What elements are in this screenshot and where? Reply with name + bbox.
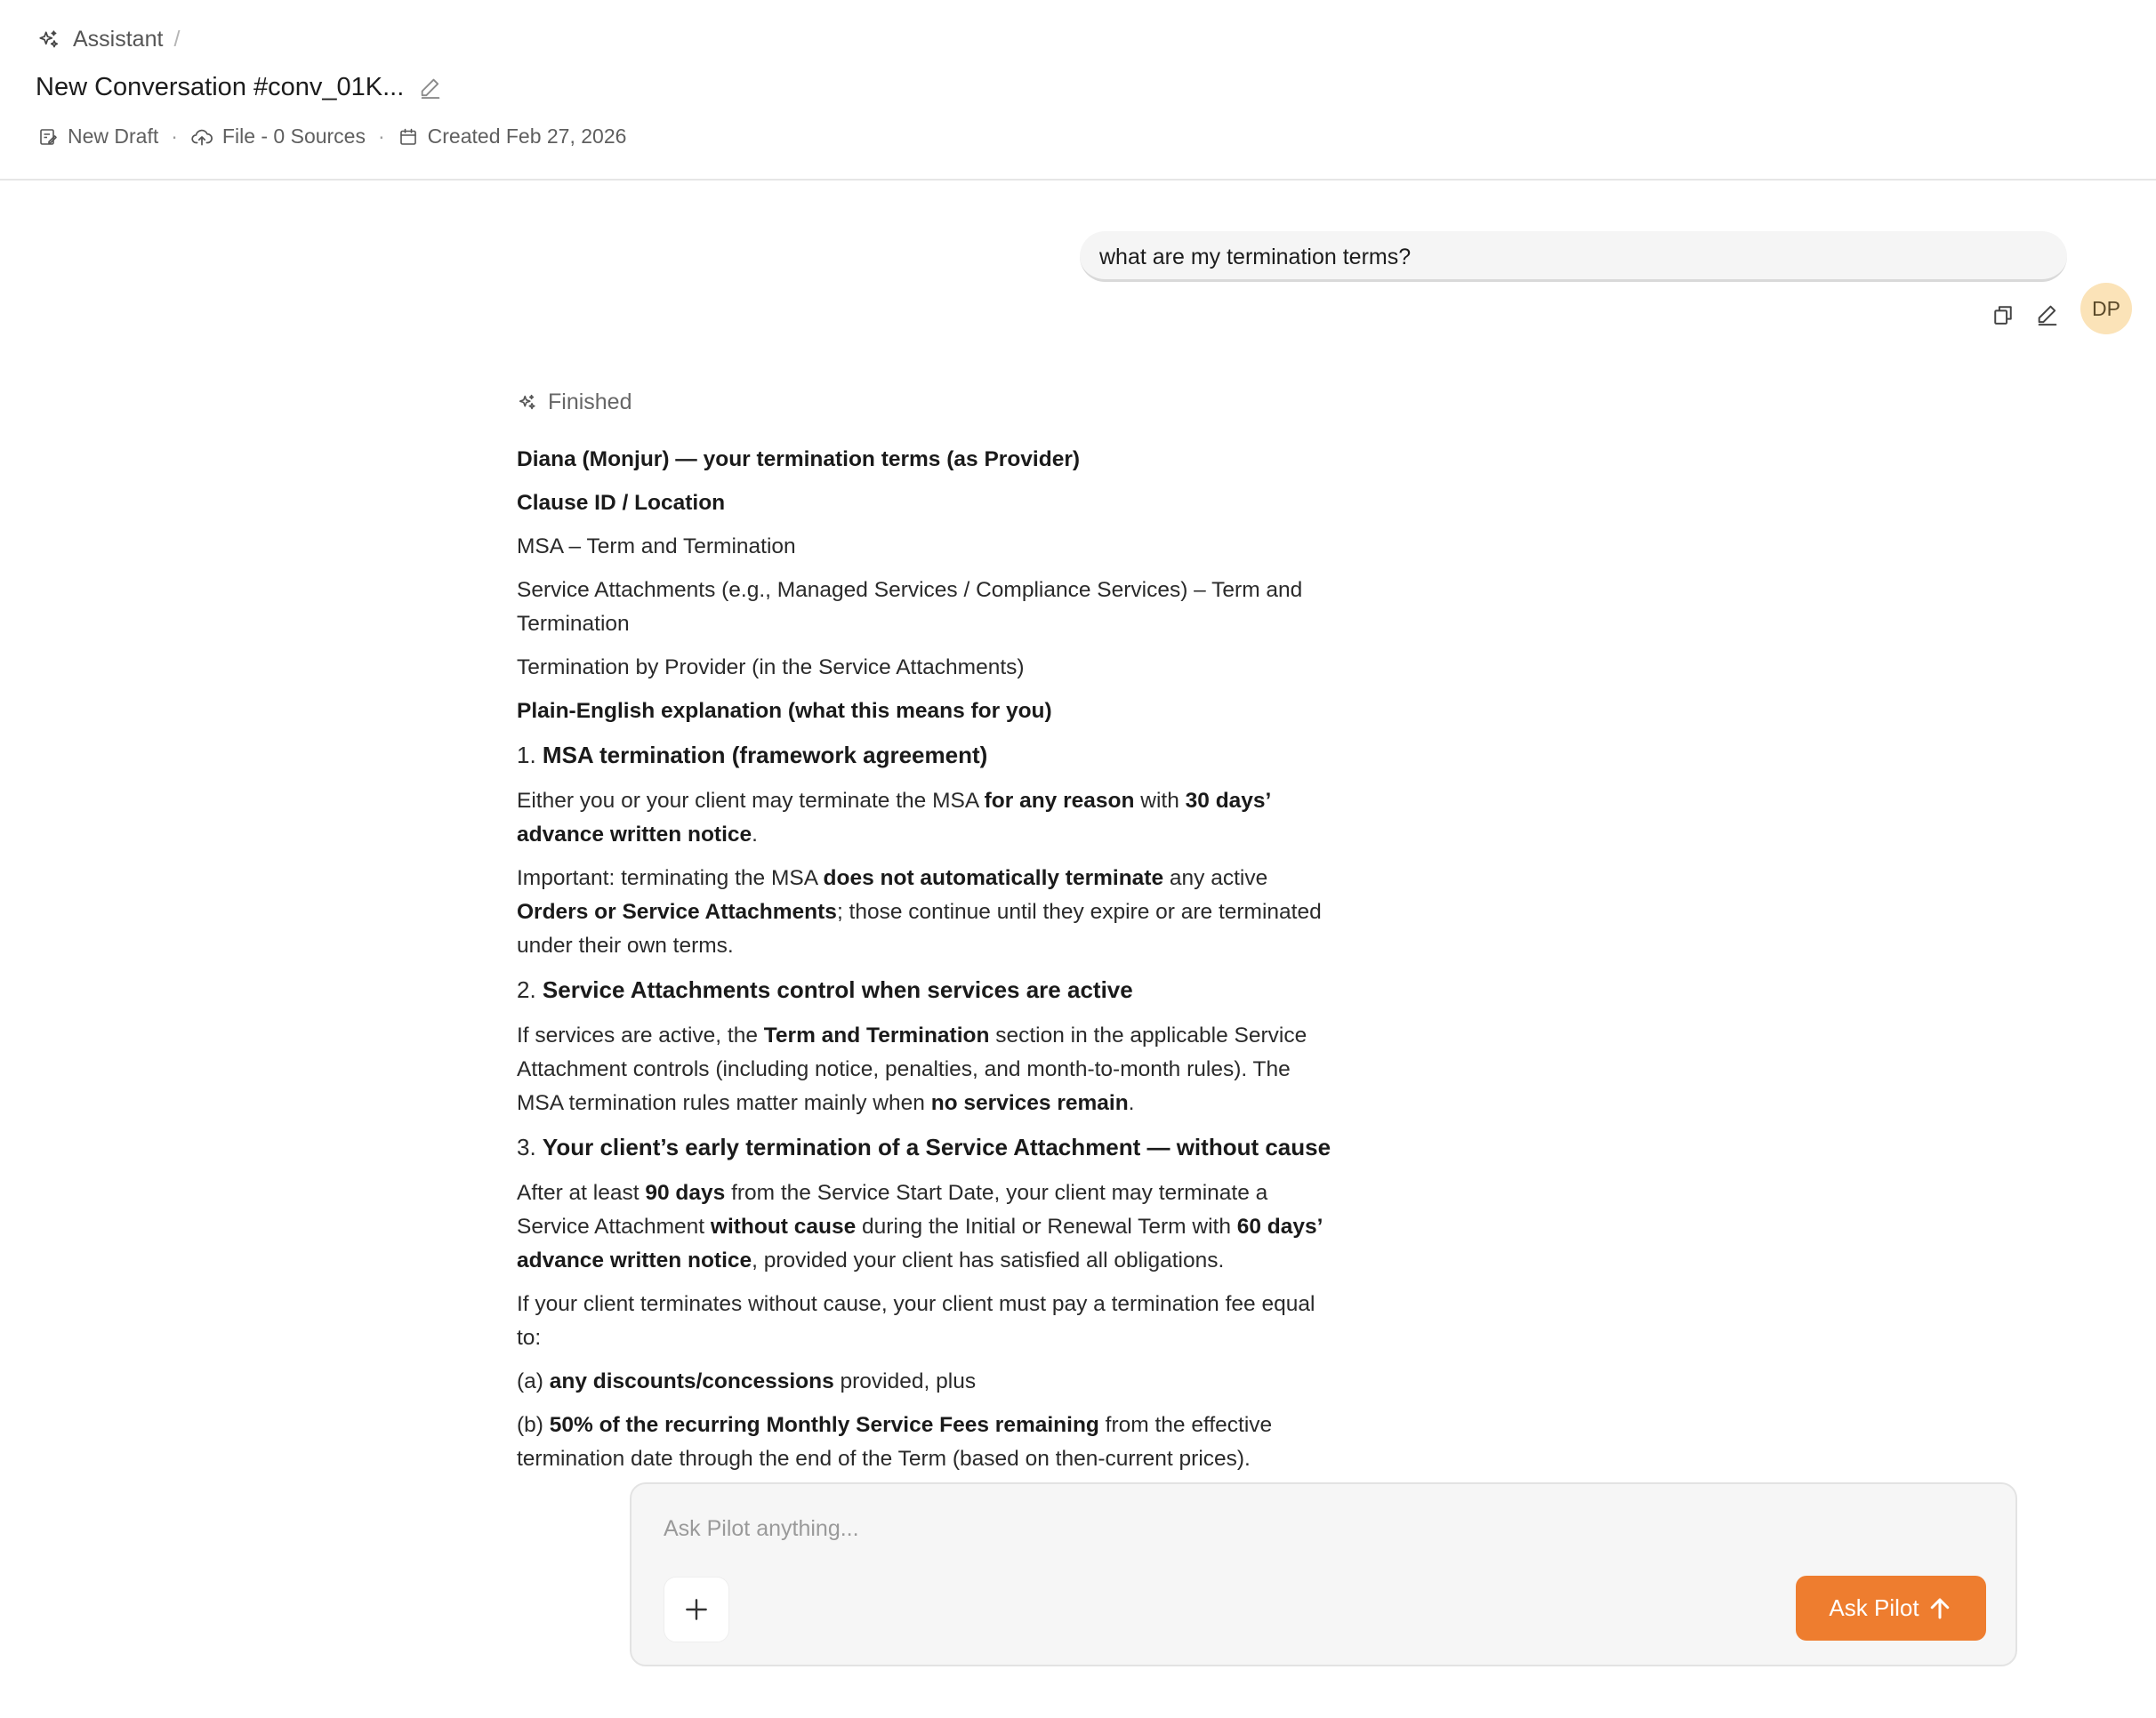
plus-icon (682, 1595, 711, 1624)
prompt-input[interactable] (664, 1511, 1909, 1546)
paragraph: After at least 90 days from the Service Start Date, your client may terminate a Service Attachment without cause during the Initial or Renewal Term with 60 days’ advance written notice, provided your client has satisfied all obligations. (517, 1181, 1323, 1272)
paragraph: Important: terminating the MSA does not automatically terminate any active Orders or Service Attachments; those continue until they expire or are terminated under their own terms. (517, 866, 1322, 958)
chat-composer (630, 1482, 2017, 1666)
user-message-bubble (1080, 231, 2067, 282)
draft-label: New Draft (68, 124, 159, 148)
user-message-actions (1991, 302, 2060, 327)
clause-item: MSA – Term and Termination (517, 534, 796, 558)
user-message-text: what are my termination terms? (1099, 245, 1412, 269)
draft-status[interactable] (37, 124, 158, 149)
assistant-response (517, 443, 1335, 1486)
draft-icon (37, 126, 59, 148)
response-heading: Diana (Monjur) — your termination terms (as Provider) (517, 447, 1081, 471)
section-heading: 1. MSA termination (framework agreement) (517, 742, 988, 768)
ask-pilot-button[interactable] (1796, 1576, 1986, 1641)
file-sources-label: File - 0 Sources (221, 124, 366, 148)
paragraph: If your client terminates without cause, your client must pay a termination fee equal to: (517, 1292, 1315, 1350)
cloud-upload-icon (190, 125, 213, 149)
calendar-icon (398, 126, 419, 148)
explanation-heading: Plain-English explanation (what this means for you) (517, 699, 1052, 723)
add-attachment-button[interactable] (664, 1577, 729, 1642)
paragraph: If services are active, the Term and Termination section in the applicable Service Attachment controls (including notice, penalties, and month-to-month rules). The MSA termination rules matter mainly when no services remain. (517, 1024, 1307, 1115)
clause-item: Service Attachments (e.g., Managed Services / Compliance Services) – Term and Termination (517, 578, 1303, 636)
breadcrumb-separator: / (173, 27, 181, 52)
response-status (518, 389, 632, 415)
meta-separator: · (377, 124, 385, 148)
meta-separator: · (171, 124, 178, 148)
section-heading: 2. Service Attachments control when services are active (517, 976, 1133, 1003)
avatar-initials: DP (2092, 296, 2120, 320)
file-sources[interactable] (190, 124, 366, 149)
sparkle-icon (37, 28, 60, 52)
breadcrumb-assistant-link[interactable]: Assistant (73, 27, 164, 52)
copy-icon[interactable] (1991, 302, 2015, 327)
list-item: (a) any discounts/concessions provided, plus (517, 1369, 977, 1393)
paragraph: Either you or your client may terminate the MSA for any reason with 30 days’ advance written notice. (517, 789, 1271, 847)
status-label: Finished (548, 389, 632, 414)
ask-pilot-label: Ask Pilot (1829, 1594, 1919, 1621)
created-date (398, 124, 627, 149)
edit-title-icon[interactable] (418, 76, 443, 100)
clause-heading: Clause ID / Location (517, 491, 726, 515)
edit-message-icon[interactable] (2035, 302, 2060, 327)
sparkle-icon (518, 393, 537, 413)
clause-item: Termination by Provider (in the Service Attachments) (517, 655, 1025, 679)
conversation-header (0, 0, 2156, 181)
list-item: (b) 50% of the recurring Monthly Service Fees remaining from the effective termination date through the end of the Term (based on then-current prices). (517, 1413, 1273, 1471)
conversation-title: New Conversation #conv_01K... (36, 73, 405, 101)
section-heading: 3. Your client’s early termination of a Service Attachment — without cause (517, 1134, 1331, 1160)
created-label: Created Feb 27, 2026 (427, 124, 627, 148)
user-avatar[interactable] (2080, 283, 2132, 334)
arrow-up-icon (1927, 1595, 1953, 1622)
breadcrumb (37, 27, 180, 52)
conversation-meta (37, 124, 626, 149)
